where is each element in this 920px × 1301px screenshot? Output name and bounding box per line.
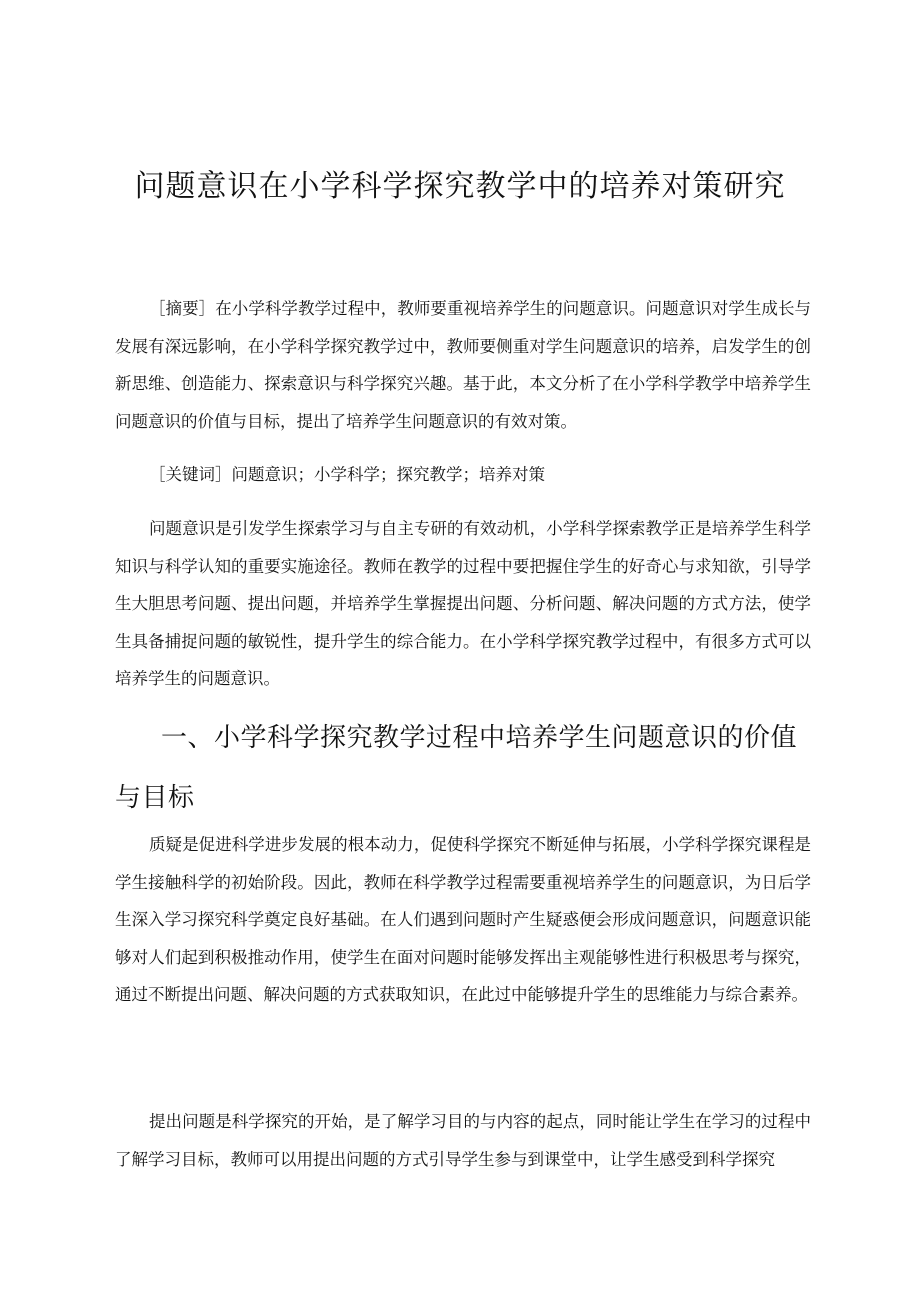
keywords-text: 问题意识；小学科学；探究教学；培养对策 xyxy=(231,465,545,484)
body-paragraph: 质疑是促进科学进步发展的根本动力，促使科学探究不断延伸与拓展，小学科学探究课程是学生接触科学的初始阶段。因此，教师在科学教学过程需要重视培养学生的问题意识，为日后学生深入学习探究科学奠定良好基础。在人们遇到问题时产生疑惑便会形成问题意识，问题意识能够对人们起到积极推动作用，使学生在面对问题时能够发挥出主观能够性进行积极思考与探究，通过不断提出问题、解决问题的方式获取知识，在此过中能够提升学生的思维能力与综合素养。 xyxy=(115,835,811,1004)
abstract-paragraph xyxy=(115,290,811,440)
document-title: 问题意识在小学科学探究教学中的培养对策研究 xyxy=(134,169,786,204)
abstract-label: ［摘要］ xyxy=(149,299,216,318)
keywords-paragraph xyxy=(115,456,811,494)
intro-paragraph: 问题意识是引发学生探索学习与自主专研的有效动机，小学科学探索教学正是培养学生科学知识与科学认知的重要实施途径。教师在教学的过程中要把握住学生的好奇心与求知欲，引导学生大胆思考问题、提出问题，并培养学生掌握提出问题、分析问题、解决问题的方式方法，使学生具备捕捉问题的敏锐性，提升学生的综合能力。在小学科学探究教学过程中，有很多方式可以培养学生的问题意识。 xyxy=(115,519,811,688)
section-heading: 一、小学科学探究教学过程中培养学生问题意识的价值与目标 xyxy=(115,723,798,813)
keywords-label: ［关键词］ xyxy=(149,465,232,484)
abstract-text: 在小学科学教学过程中，教师要重视培养学生的问题意识。问题意识对学生成长与发展有深远影响，在小学科学探究教学过中，教师要侧重对学生问题意识的培养，启发学生的创新思维、创造能力、探索意识与科学探究兴趣。基于此，本文分析了在小学科学教学中培养学生问题意识的价值与目标，提出了培养学生问题意识的有效对策。 xyxy=(115,299,812,431)
body-paragraph: 提出问题是科学探究的开始，是了解学习目的与内容的起点，同时能让学生在学习的过程中了解学习目标，教师可以用提出问题的方式引导学生参与到课堂中，让学生感受到科学探究 xyxy=(115,1112,811,1169)
